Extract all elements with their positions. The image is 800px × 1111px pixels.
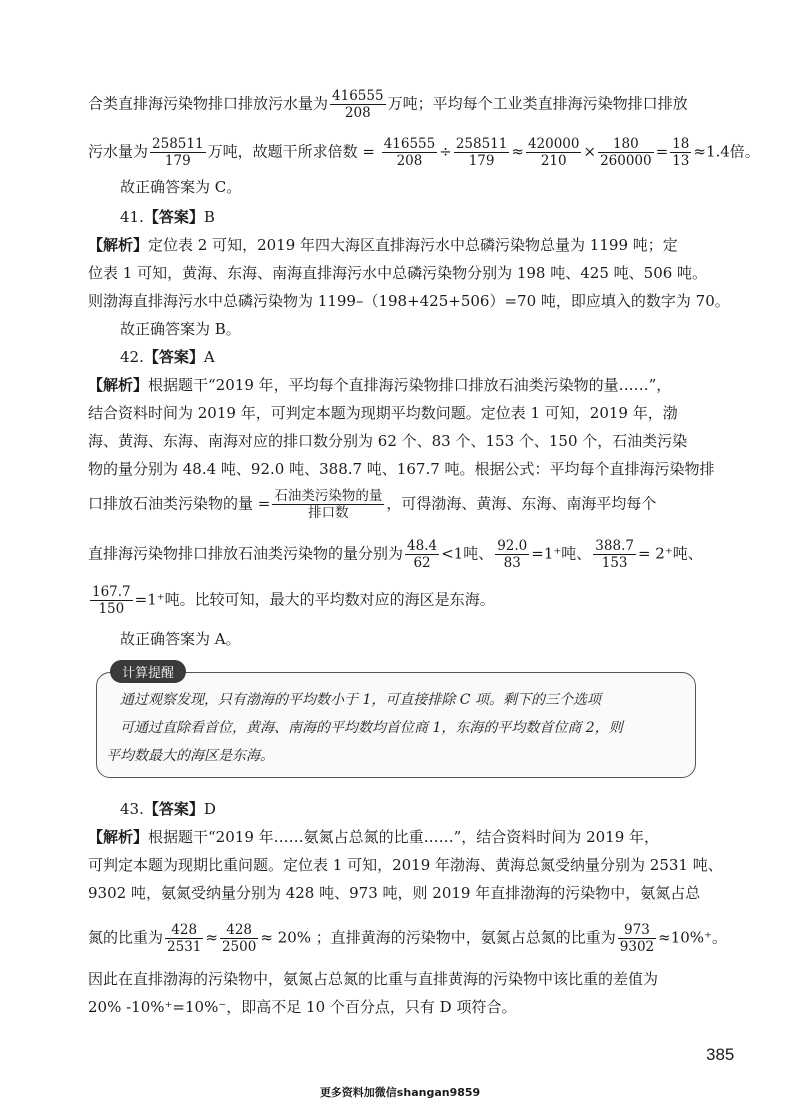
fraction — [593, 538, 636, 571]
text: 根据题干“2019 年，平均每个直排海污染物排口排放石油类污染物的量……”， — [148, 376, 672, 394]
question-number: 41. — [120, 208, 144, 226]
text-line: 结合资料时间为 2019 年，可判定本题为现期平均数问题。定位表 1 可知，2019 年，渤 — [88, 404, 678, 422]
text: 直排海污染物排口排放石油类污染物的量分别为 — [88, 544, 404, 563]
text: 定位表 2 可知，2019 年四大海区直排海污水中总磷污染物总量为 1199 吨；定 — [148, 236, 678, 254]
denominator: 179 — [164, 153, 191, 169]
fraction — [330, 88, 386, 121]
tip-line: 通过观察发现，只有渤海的平均数小于 1，可直接排除 C 项。剩下的三个选项 — [120, 692, 601, 708]
denominator: 150 — [98, 601, 125, 617]
numerator: 石油类污染物的量 — [274, 488, 383, 504]
question-41-header — [120, 206, 730, 228]
question-42-header — [120, 346, 730, 368]
question-number: 42. — [120, 348, 144, 366]
denominator: 179 — [468, 153, 495, 169]
formula-fraction — [272, 488, 384, 521]
denominator: 208 — [396, 153, 423, 169]
text-line — [88, 922, 730, 955]
answer-letter: D — [203, 800, 216, 818]
text-line — [88, 826, 730, 848]
numerator: 428 — [220, 922, 258, 939]
numerator: 18 — [672, 136, 690, 152]
text-line: 可判定本题为现期比重问题。定位表 1 可知，2019 年渤海、黄海总氮受纳量分别为 2531 吨、 — [88, 856, 723, 874]
denominator: 9302 — [619, 939, 655, 955]
text: ，可得渤海、黄海、东海、南海平均每个 — [386, 494, 657, 513]
answer-line: 故正确答案为 A。 — [120, 630, 241, 648]
numerator: 416555 — [383, 136, 436, 152]
operator: ≈ — [511, 142, 524, 161]
tip-line: 可通过直除看首位，黄海、南海的平均数均首位商 1，东海的平均数首位商 2，则 — [120, 720, 623, 736]
fraction — [220, 922, 258, 955]
calc-tip-label: 计算提醒 — [110, 660, 186, 683]
denominator: 260000 — [600, 153, 652, 169]
text: 万吨；平均每个工业类直排海污染物排口排放 — [387, 94, 688, 113]
operator: = — [655, 142, 669, 161]
numerator: 180 — [598, 136, 654, 153]
denominator: 13 — [672, 153, 690, 169]
text-line: 则渤海直排海污水中总磷污染物为 1199–（198+425+506）=70 吨，即应填入的数字为 70。 — [88, 292, 730, 310]
question-number: 43. — [120, 800, 144, 818]
text: 氮的比重为 — [88, 928, 164, 947]
text-line: 物的量分别为 48.4 吨、92.0 吨、388.7 吨、167.7 吨。根据公式：平均每个直排海污染物排 — [88, 460, 715, 478]
denominator: 排口数 — [308, 505, 349, 521]
fraction — [598, 136, 654, 169]
operator: ÷ — [439, 142, 452, 161]
question-43-header — [120, 798, 730, 820]
numerator: 258511 — [455, 136, 508, 152]
answer-letter: B — [203, 208, 215, 226]
numerator: 416555 — [332, 88, 384, 104]
text: ≈ 20% ；直排黄海的污染物中，氨氮占总氮的比重为 — [260, 928, 616, 947]
text: 污水量为 — [88, 142, 149, 161]
answer-tag: 【答案】 — [143, 348, 204, 366]
denominator: 2531 — [167, 939, 202, 955]
text: =1⁺吨。比较可知，最大的平均数对应的海区是东海。 — [134, 590, 495, 609]
numerator: 258511 — [152, 136, 204, 152]
answer-line: 故正确答案为 C。 — [120, 178, 242, 196]
analysis-tag: 【解析】 — [88, 236, 149, 254]
text: <1吨、 — [441, 544, 494, 563]
text-line — [88, 88, 730, 121]
fraction — [670, 136, 691, 169]
numerator: 388.7 — [595, 538, 634, 554]
footer-note: 更多资料加微信shangan9859 — [319, 1086, 481, 1099]
fraction — [382, 136, 438, 169]
analysis-tag: 【解析】 — [88, 376, 149, 394]
text: ≈10%⁺。 — [658, 928, 727, 947]
fraction — [150, 136, 206, 169]
numerator: 167.7 — [92, 584, 131, 600]
text: 万吨，故题干所求倍数 = — [207, 142, 375, 161]
text: ≈1.4倍。 — [693, 142, 760, 161]
fraction — [90, 584, 133, 617]
text-line — [88, 234, 730, 256]
denominator: 83 — [503, 555, 521, 571]
text-line: 20% -10%⁺=10%⁻，即高不足 10 个百分点，只有 D 项符合。 — [88, 998, 517, 1016]
denominator: 62 — [413, 555, 431, 571]
text-line: 位表 1 可知，黄海、东海、南海直排海污水中总磷污染物分别为 198 吨、425 吨、506 吨。 — [88, 264, 708, 282]
answer-line: 故正确答案为 B。 — [120, 320, 241, 338]
denominator: 153 — [601, 555, 628, 571]
fraction — [526, 136, 582, 169]
operator: ≈ — [205, 928, 218, 947]
text-line — [88, 136, 760, 169]
analysis-tag: 【解析】 — [88, 828, 149, 846]
fraction — [454, 136, 510, 169]
text: 合类直排海污染物排口排放污水量为 — [88, 94, 329, 113]
numerator: 428 — [165, 922, 203, 939]
operator: × — [583, 142, 597, 161]
page-number: 385 — [706, 1045, 735, 1064]
text: 口排放石油类污染物的量 = — [88, 494, 271, 513]
tip-line: 平均数最大的海区是东海。 — [106, 748, 274, 764]
answer-tag: 【答案】 — [143, 800, 204, 818]
answer-tag: 【答案】 — [143, 208, 204, 226]
text-line: 因此在直排渤海的污染物中，氨氮占总氮的比重与直排黄海的污染物中该比重的差值为 — [88, 970, 659, 988]
answer-letter: A — [203, 348, 215, 366]
text-line — [88, 374, 730, 396]
text: 根据题干“2019 年……氨氮占总氮的比重……”，结合资料时间为 2019 年， — [148, 828, 660, 846]
text-line — [88, 584, 730, 617]
numerator: 92.0 — [497, 538, 528, 554]
text: = 2⁺吨、 — [637, 544, 703, 563]
text-line — [88, 488, 730, 521]
fraction — [405, 538, 439, 571]
numerator: 420000 — [527, 136, 580, 152]
denominator: 2500 — [221, 939, 257, 955]
denominator: 210 — [540, 153, 567, 169]
numerator: 48.4 — [407, 538, 438, 554]
text-line: 海、黄海、东海、南海对应的排口数分别为 62 个、83 个、153 个、150 个，石油类污染 — [88, 432, 688, 450]
fraction — [495, 538, 529, 571]
text: =1⁺吨、 — [531, 544, 592, 563]
fraction — [165, 922, 203, 955]
denominator: 208 — [344, 105, 371, 121]
numerator: 973 — [618, 922, 656, 939]
text-line — [88, 538, 730, 571]
text-line: 9302 吨，氨氮受纳量分别为 428 吨、973 吨，则 2019 年直排渤海的污染物中，氨氮占总 — [88, 884, 701, 902]
fraction — [618, 922, 656, 955]
